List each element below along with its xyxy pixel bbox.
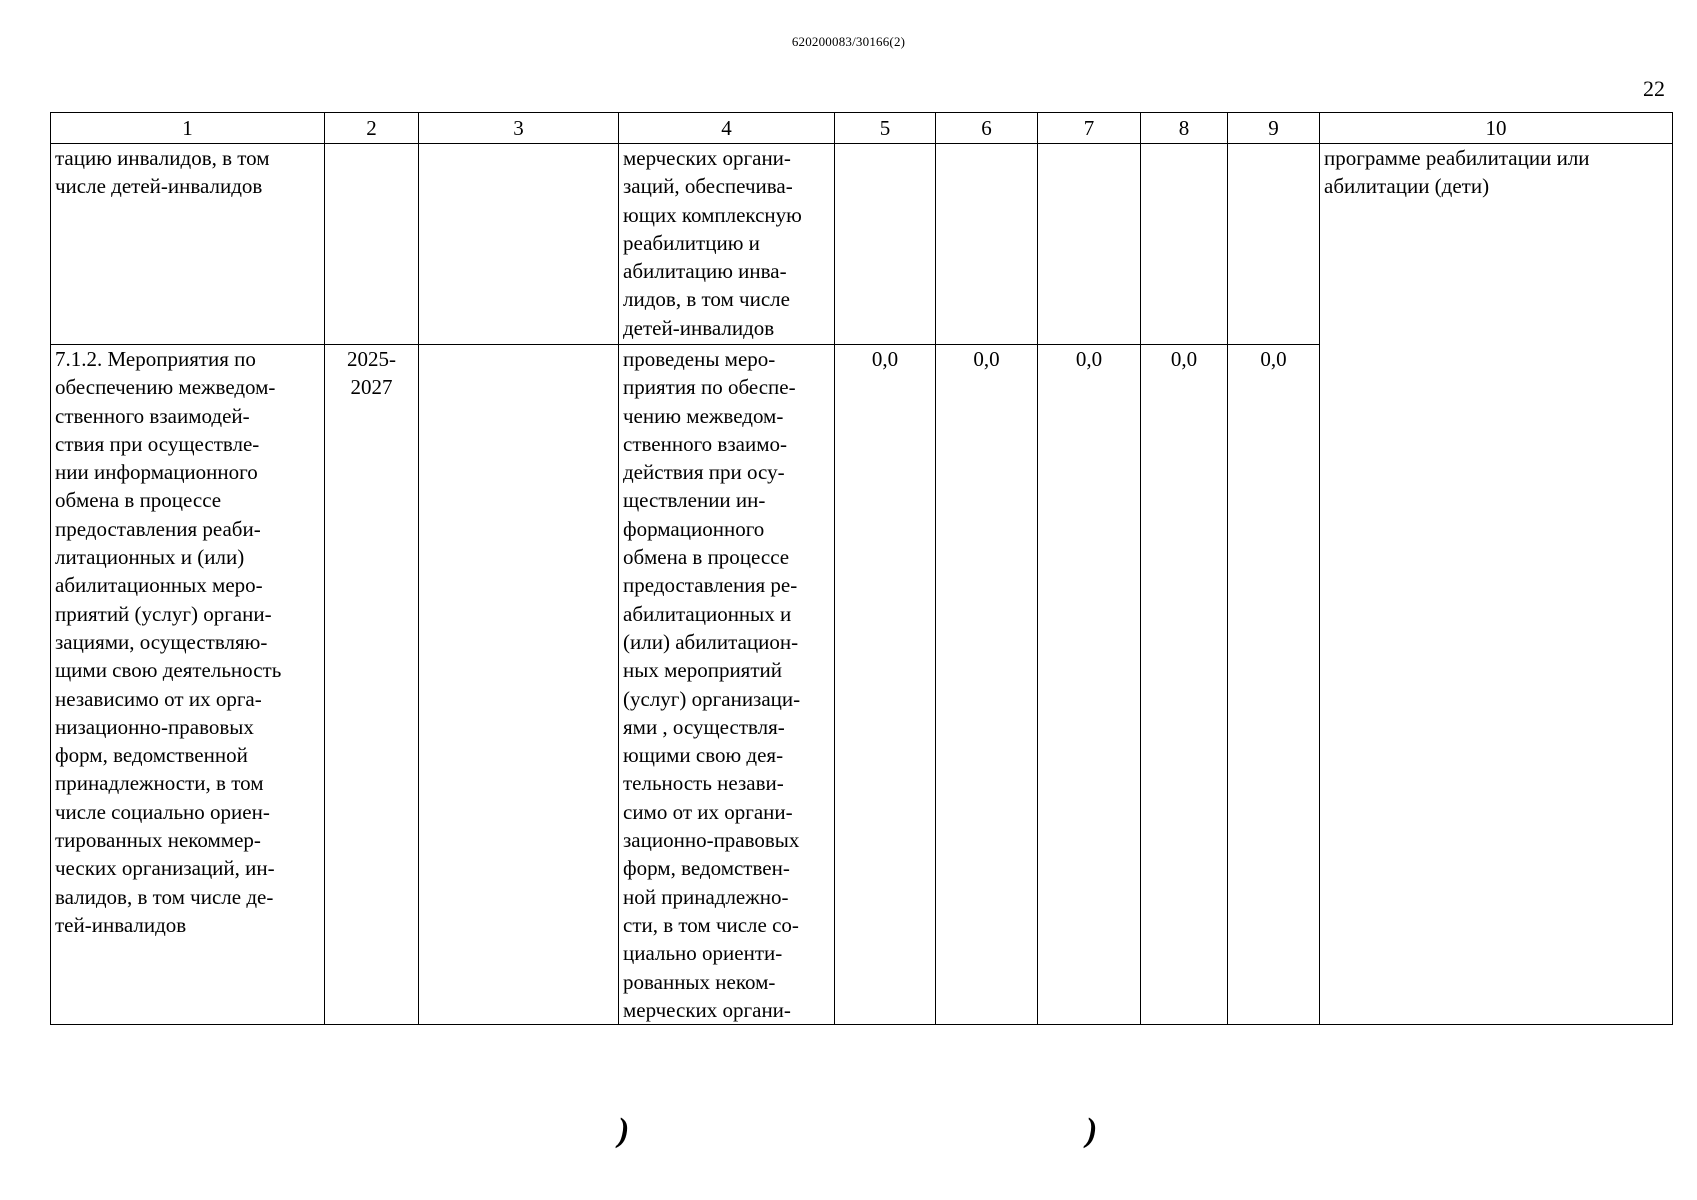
column-header-4: 4 [619, 113, 835, 144]
column-header-3: 3 [419, 113, 619, 144]
row1-value-9 [1228, 144, 1320, 345]
row2-value-7: 0,0 [1038, 345, 1141, 1025]
page-mark-right: ) [1086, 1112, 1098, 1149]
row2-value-8: 0,0 [1141, 345, 1228, 1025]
row1-value-8 [1141, 144, 1228, 345]
row2-value-9: 0,0 [1228, 345, 1320, 1025]
column-header-7: 7 [1038, 113, 1141, 144]
row1-period [325, 144, 419, 345]
row1-activity: тацию инвалидов, в том числе детей-инвалидов [51, 144, 325, 345]
row2-activity: 7.1.2. Мероприятия по обеспечению межведом- ственного взаимодей- ствия при осуществле- нии информационного обмена в процессе предоставления реаби- литационных и (или) абилитационных меро- приятий (услуг) органи- зациями, осуществляю- щими свою деятельность независимо от их орга- низационно-правовых форм, ведомственной принадлежности, в том числе социально ориен- тированных некоммер- ческих организаций, ин- валидов, в том числе де- тей-инвалидов [51, 345, 325, 1025]
row1-value-6 [936, 144, 1038, 345]
page-mark-left: ) [618, 1112, 630, 1149]
row2-result: проведены меро- приятия по обеспе- чению межведом- ственного взаимо- действия при осу- ществлении ин- формационного обмена в процессе предоставления ре- абилитационных и (или) абилитацион- ных мероприятий (услуг) организаци- ями , осуществля- ющими свою дея- тельность незави- симо от их органи- зационно-правовых форм, ведомствен- ной принадлежно- сти, в том числе со- циально ориенти- рованных неком- мерческих органи- [619, 345, 835, 1025]
column-header-5: 5 [835, 113, 936, 144]
column-header-9: 9 [1228, 113, 1320, 144]
column-header-1: 1 [51, 113, 325, 144]
document-id: 620200083/30166(2) [791, 34, 906, 49]
row1-value-5 [835, 144, 936, 345]
row1-value-7 [1038, 144, 1141, 345]
row2-executor [419, 345, 619, 1025]
row2-value-5: 0,0 [835, 345, 936, 1025]
column-header-2: 2 [325, 113, 419, 144]
row2-value-6: 0,0 [936, 345, 1038, 1025]
activities-table [50, 112, 1673, 1025]
column-header-10: 10 [1320, 113, 1673, 144]
header-row [51, 113, 1673, 144]
column-header-8: 8 [1141, 113, 1228, 144]
row1-indicator: программе реабилитации или абилитации (дети) [1320, 144, 1673, 1025]
row1-executor [419, 144, 619, 345]
table-row [51, 144, 1673, 345]
page-number: 22 [1643, 76, 1665, 101]
column-header-6: 6 [936, 113, 1038, 144]
row2-period: 2025- 2027 [325, 345, 419, 1025]
row1-result: мерческих органи- заций, обеспечива- ющих комплексную реабилитцию и абилитацию инва- лидов, в том числе детей-инвалидов [619, 144, 835, 345]
